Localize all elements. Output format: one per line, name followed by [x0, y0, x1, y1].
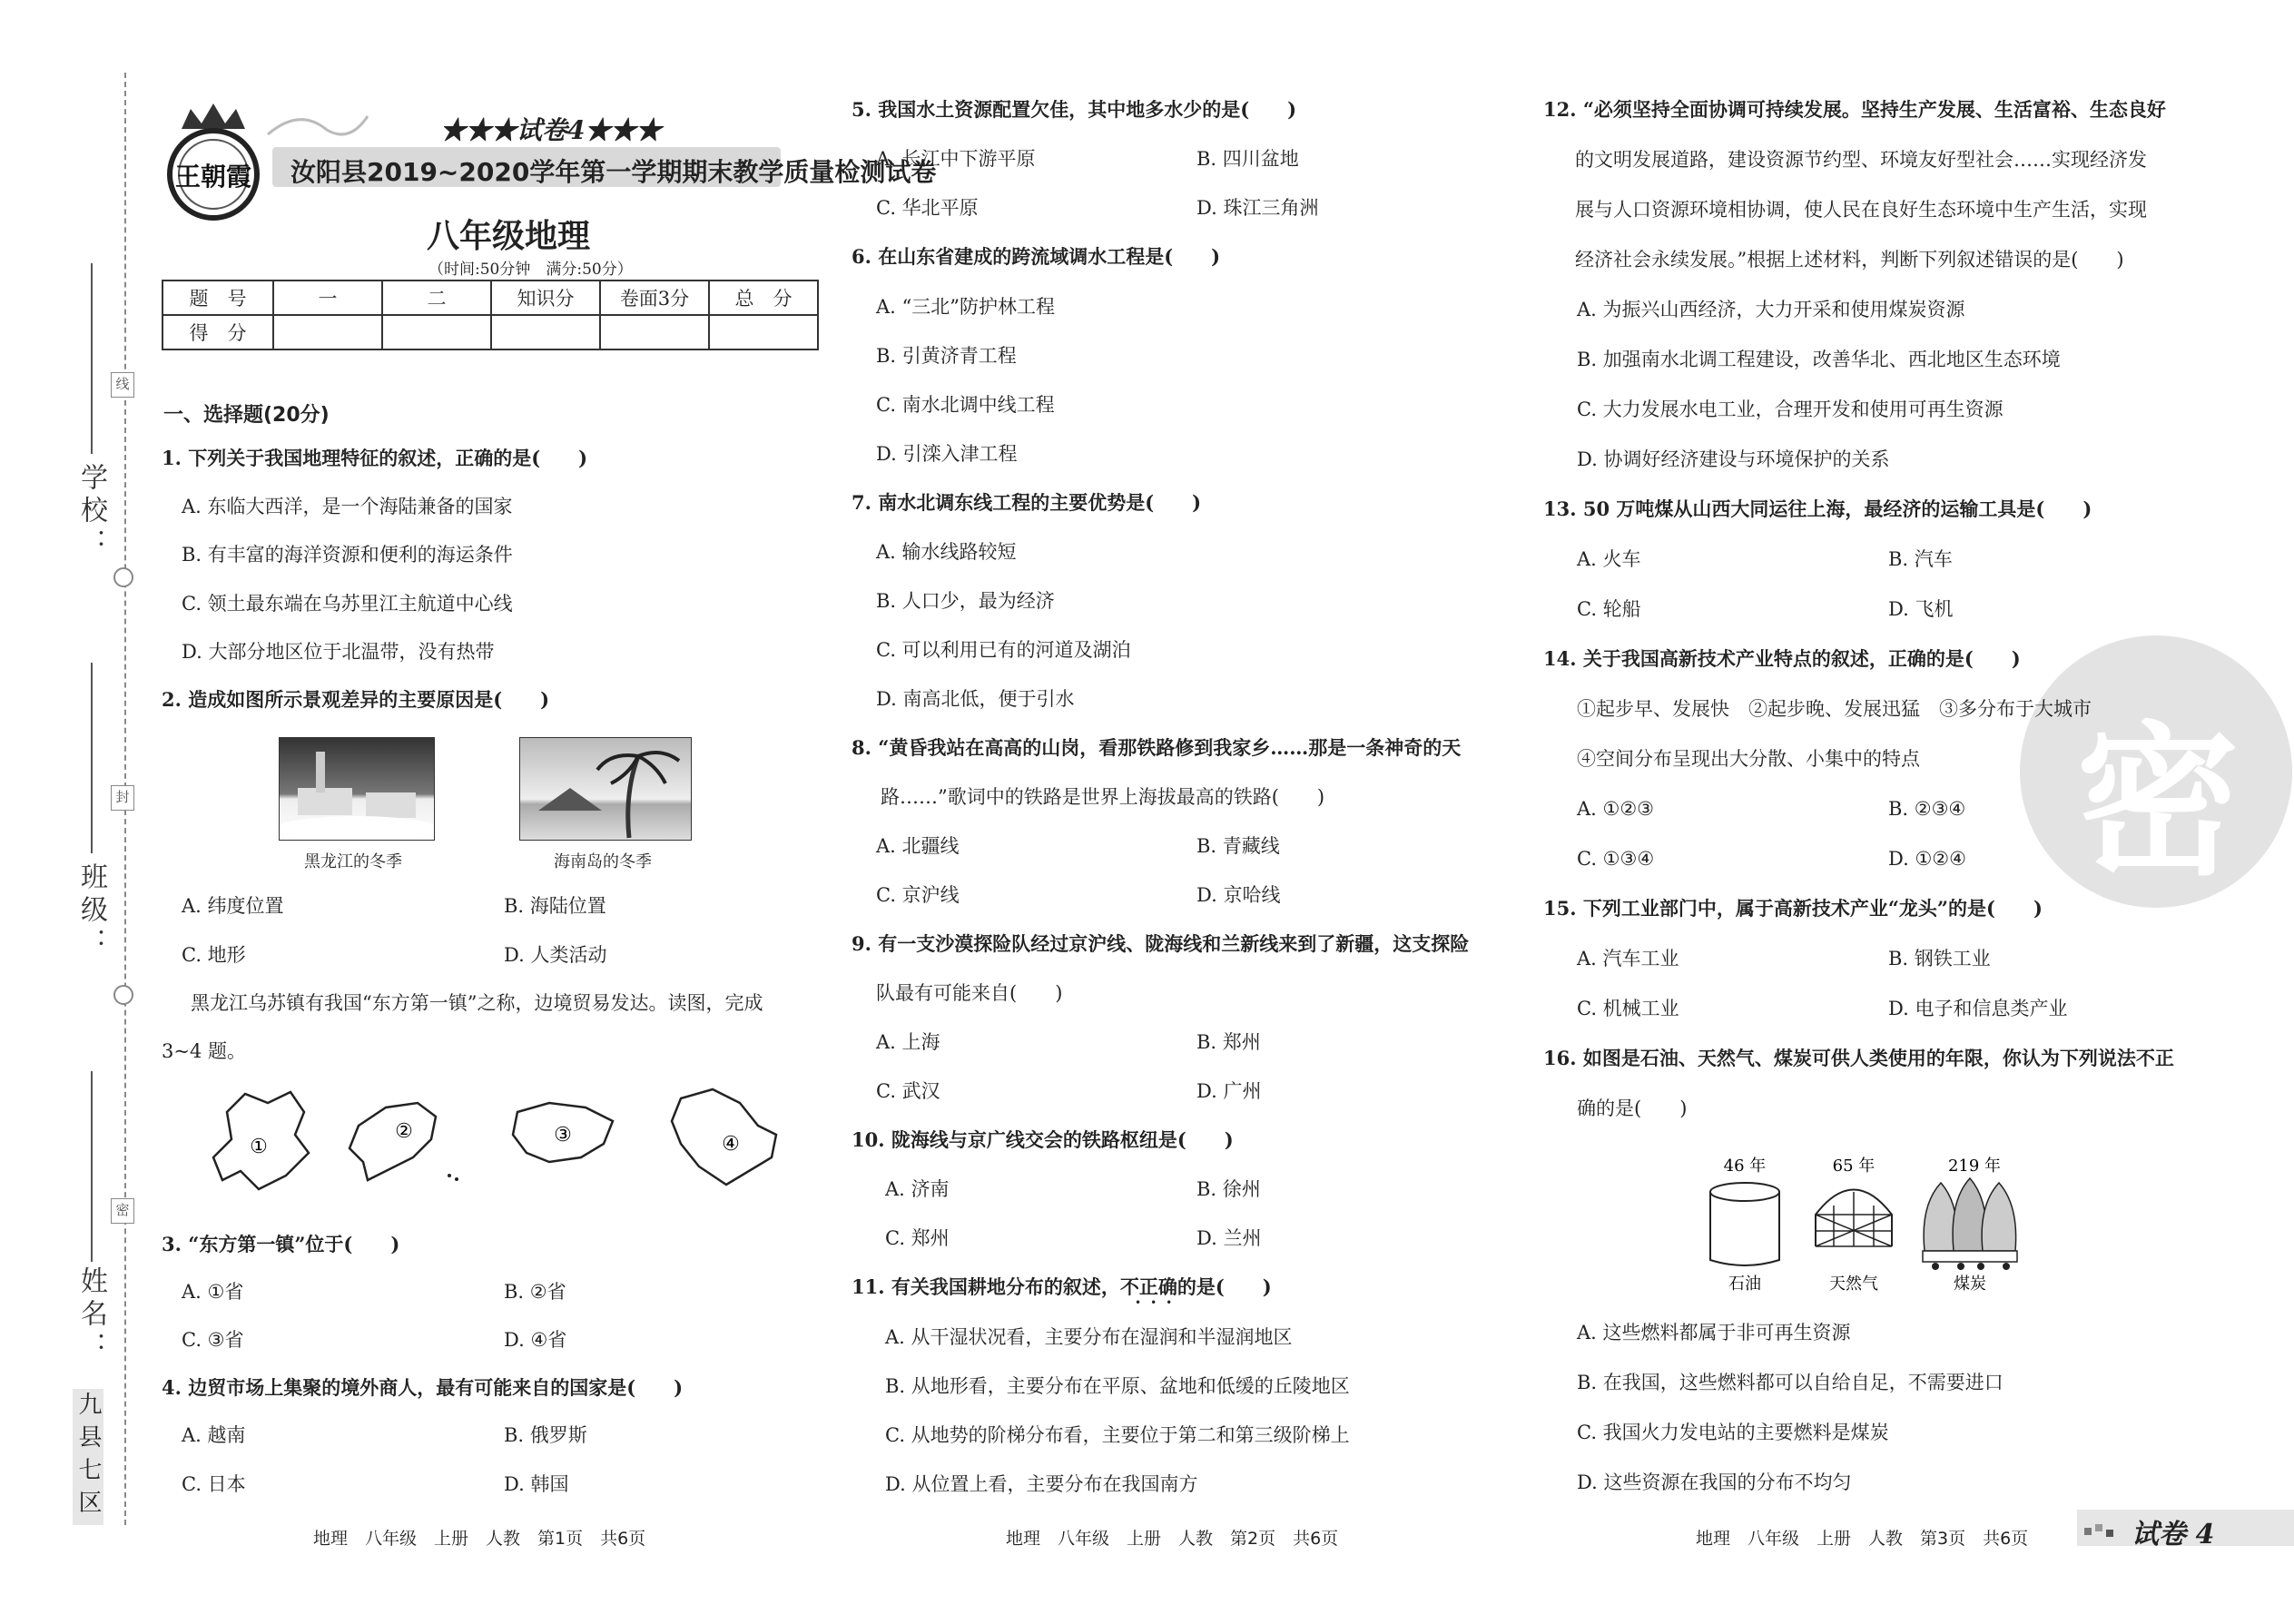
q4-option-a[interactable]: A. 越南	[182, 1424, 246, 1446]
emphasis-dots: •••	[1135, 1296, 1182, 1309]
q6-stem: 6. 在山东省建成的跨流域调水工程是( )	[852, 245, 1221, 268]
q12-line-2: 的文明发展道路，建设资源节约型、环境友好型社会……实现经济发	[1575, 149, 2147, 171]
years-gas: 65 年	[1832, 1156, 1876, 1176]
map-label-3: ③	[554, 1124, 572, 1147]
q16-option-c[interactable]: C. 我国火力发电站的主要燃料是煤炭	[1577, 1422, 1889, 1443]
q11-option-d[interactable]: D. 从位置上看，主要分布在我国南方	[885, 1473, 1198, 1495]
q2-option-c[interactable]: C. 地形	[182, 944, 246, 966]
seal-char-line: 线	[111, 372, 134, 398]
table-row	[162, 281, 818, 315]
q12-line-4: 经济社会永续发展。”根据上述材料，判断下列叙述错误的是( )	[1575, 249, 2124, 271]
q2-stem: 2. 造成如图所示景观差异的主要原因是( )	[162, 688, 550, 711]
q1-option-a[interactable]: A. 东临大西洋，是一个海陆兼备的国家	[182, 496, 513, 517]
q9-option-d[interactable]: D. 广州	[1196, 1080, 1262, 1102]
q5-stem: 5. 我国水土资源配置欠佳，其中地多水少的是( )	[852, 98, 1297, 121]
passage-line-1: 黑龙江乌苏镇有我国“东方第一镇”之称，边境贸易发达。读图，完成	[191, 992, 763, 1014]
q16-line-2: 确的是( )	[1577, 1097, 1688, 1119]
exam-info: （时间:50分钟 满分:50分）	[428, 261, 633, 279]
q13-option-d[interactable]: D. 飞机	[1888, 598, 1954, 620]
exam-series: ★★★试卷4★★★	[440, 115, 662, 145]
q2-option-a[interactable]: A. 纬度位置	[182, 895, 284, 917]
ribbon-ornament	[263, 107, 372, 143]
seal-char-secret: 密	[111, 1198, 134, 1224]
q3-option-c[interactable]: C. ③省	[182, 1329, 244, 1351]
q7-option-b[interactable]: B. 人口少，最为经济	[876, 590, 1055, 612]
page-footer-2: 地理 八年级 上册 人教 第2页 共6页	[1006, 1529, 1339, 1549]
heilongjiang-winter-photo	[279, 737, 435, 841]
class-underline	[91, 663, 93, 853]
q6-option-c[interactable]: C. 南水北调中线工程	[876, 394, 1055, 416]
q14-stem: 14. 关于我国高新技术产业特点的叙述，正确的是( )	[1543, 647, 2021, 670]
score-field[interactable]	[273, 315, 382, 349]
section-heading: 一、选择题(20分)	[163, 404, 330, 427]
seal-watermark	[2020, 635, 2292, 908]
page-footer-1: 地理 八年级 上册 人教 第1页 共6页	[313, 1529, 646, 1549]
q12-option-d[interactable]: D. 协调好经济建设与环境保护的关系	[1577, 448, 1890, 470]
corner-label: 试卷 4	[2132, 1519, 2215, 1550]
q12-line-1: 12. “必须坚持全面协调可持续发展。坚持生产发展、生活富裕、生态良好	[1543, 98, 2166, 121]
photo-caption-hainan: 海南岛的冬季	[554, 852, 652, 871]
name-label: 姓名：	[75, 1266, 107, 1364]
school-underline	[91, 263, 93, 454]
score-field[interactable]	[382, 315, 491, 349]
q1-stem: 1. 下列关于我国地理特征的叙述，正确的是( )	[162, 447, 588, 469]
q7-option-a[interactable]: A. 输水线路较短	[876, 541, 1017, 563]
q6-option-b[interactable]: B. 引黄济青工程	[876, 345, 1017, 367]
q2-option-b[interactable]: B. 海陆位置	[504, 895, 606, 917]
score-field[interactable]	[709, 315, 818, 349]
q6-option-d[interactable]: D. 引滦入津工程	[876, 443, 1018, 465]
q15-option-c[interactable]: C. 机械工业	[1577, 998, 1679, 1019]
q5-option-d[interactable]: D. 珠江三角洲	[1196, 197, 1319, 219]
q5-option-c[interactable]: C. 华北平原	[876, 197, 979, 219]
q8-option-d[interactable]: D. 京哈线	[1196, 884, 1281, 906]
q9-stem-line-1: 9. 有一支沙漠探险队经过京沪线、陇海线和兰新线来到了新疆，这支探险	[852, 932, 1470, 955]
name-underline	[91, 1071, 93, 1262]
exam-title: 汝阳县2019~2020学年第一学期期末教学质量检测试卷	[290, 157, 937, 187]
table-cell: 一	[273, 281, 382, 315]
q4-option-b[interactable]: B. 俄罗斯	[504, 1424, 587, 1446]
q9-option-c[interactable]: C. 武汉	[876, 1080, 940, 1102]
fuel-reserves-figure	[1698, 1151, 2043, 1296]
q13-stem: 13. 50 万吨煤从山西大同运往上海，最经济的运输工具是( )	[1543, 497, 2092, 520]
hainan-winter-photo	[519, 737, 692, 841]
score-field[interactable]	[600, 315, 709, 349]
passage-line-2: 3~4 题。	[162, 1040, 246, 1062]
q15-stem: 15. 下列工业部门中，属于高新技术产业“龙头”的是( )	[1543, 897, 2043, 920]
table-cell: 二	[382, 281, 491, 315]
logo-text: 王朝霞	[174, 162, 252, 192]
q3-option-d[interactable]: D. ④省	[504, 1329, 567, 1351]
q13-option-a[interactable]: A. 火车	[1577, 548, 1641, 570]
table-row	[162, 315, 818, 349]
q8-stem-line-2: 路……”歌词中的铁路是世界上海拔最高的铁路( )	[881, 786, 1325, 808]
subject-title: 八年级地理	[427, 218, 591, 255]
q13-option-b[interactable]: B. 汽车	[1888, 548, 1953, 570]
q9-option-a[interactable]: A. 上海	[876, 1031, 940, 1053]
q11-option-c[interactable]: C. 从地势的阶梯分布看，主要位于第二和第三级阶梯上	[885, 1424, 1350, 1446]
seal-char-seal: 封	[111, 785, 134, 811]
q2-option-d[interactable]: D. 人类活动	[504, 944, 607, 966]
q16-option-b[interactable]: B. 在我国，这些燃料都可以自给自足，不需要进口	[1577, 1372, 2004, 1393]
label-oil: 石油	[1728, 1275, 1761, 1294]
q3-option-a[interactable]: A. ①省	[182, 1281, 244, 1303]
q11-option-b[interactable]: B. 从地形看，主要分布在平原、盆地和低缓的丘陵地区	[885, 1375, 1350, 1397]
q5-option-a[interactable]: A. 长江中下游平原	[876, 148, 1036, 170]
table-cell: 卷面3分	[600, 281, 709, 315]
q16-line-1: 16. 如图是石油、天然气、煤炭可供人类使用的年限，你认为下列说法不正	[1543, 1047, 2174, 1069]
school-label: 学校：	[75, 463, 107, 561]
q1-option-c[interactable]: C. 领土最东端在乌苏里江主航道中心线	[182, 593, 513, 615]
page-footer-3: 地理 八年级 上册 人教 第3页 共6页	[1696, 1529, 2029, 1549]
q4-stem: 4. 边贸市场上集聚的境外商人，最有可能来自的国家是( )	[162, 1376, 684, 1399]
table-cell: 知识分	[491, 281, 600, 315]
q14-option-a[interactable]: A. ①②③	[1577, 798, 1654, 820]
q16-option-a[interactable]: A. 这些燃料都属于非可再生资源	[1577, 1322, 1851, 1343]
corner-tab	[2077, 1510, 2294, 1550]
region-label: 九县七区	[73, 1389, 103, 1525]
years-oil: 46 年	[1723, 1156, 1767, 1176]
binding-hole	[113, 567, 133, 587]
q8-option-a[interactable]: A. 北疆线	[876, 835, 960, 857]
q4-option-d[interactable]: D. 韩国	[504, 1473, 569, 1495]
publisher-logo	[163, 102, 263, 224]
q12-option-c[interactable]: C. 大力发展水电工业，合理开发和使用可再生资源	[1577, 399, 2004, 420]
q3-stem: 3. “东方第一镇”位于( )	[162, 1233, 400, 1255]
q14-statements-1: ①起步早、发展快 ②起步晚、发展迅猛 ③多分布于大城市	[1577, 698, 2092, 720]
score-table	[162, 280, 819, 350]
seal-watermark-char: 密	[2076, 708, 2240, 898]
q15-option-d[interactable]: D. 电子和信息类产业	[1888, 998, 2068, 1019]
q5-option-b[interactable]: B. 四川盆地	[1196, 148, 1299, 170]
province-maps	[204, 1085, 803, 1198]
q8-option-c[interactable]: C. 京沪线	[876, 884, 960, 906]
q15-option-b[interactable]: B. 钢铁工业	[1888, 948, 1991, 969]
table-cell: 题 号	[162, 281, 273, 315]
q8-stem-line-1: 8. “黄昏我站在高高的山岗，看那铁路修到我家乡……那是一条神奇的天	[852, 736, 1462, 759]
q7-stem: 7. 南水北调东线工程的主要优势是( )	[852, 491, 1202, 514]
label-gas: 天然气	[1829, 1275, 1878, 1294]
class-label: 班级：	[75, 862, 107, 960]
q11-option-a[interactable]: A. 从干湿状况看，主要分布在湿润和半湿润地区	[885, 1326, 1293, 1348]
q4-option-c[interactable]: C. 日本	[182, 1473, 246, 1495]
q7-option-d[interactable]: D. 南高北低，便于引水	[876, 688, 1075, 710]
map-label-2: ②	[395, 1120, 413, 1143]
q1-option-b[interactable]: B. 有丰富的海洋资源和便利的海运条件	[182, 544, 513, 566]
q1-option-d[interactable]: D. 大部分地区位于北温带，没有热带	[182, 641, 495, 663]
table-cell: 总 分	[709, 281, 818, 315]
map-label-1: ①	[250, 1136, 268, 1158]
q12-line-3: 展与人口资源环境相协调，使人民在良好生态环境中生产生活，实现	[1575, 199, 2147, 221]
q10-stem: 10. 陇海线与京广线交会的铁路枢纽是( )	[852, 1128, 1234, 1151]
q6-option-a[interactable]: A. “三北”防护林工程	[876, 296, 1055, 318]
q11-stem: 11. 有关我国耕地分布的叙述，不正确的是( )	[852, 1275, 1272, 1298]
q10-option-c[interactable]: C. 郑州	[885, 1227, 950, 1249]
q12-option-b[interactable]: B. 加强南水北调工程建设，改善华北、西北地区生态环境	[1577, 349, 2061, 370]
q9-option-b[interactable]: B. 郑州	[1196, 1031, 1261, 1053]
q12-option-a[interactable]: A. 为振兴山西经济，大力开采和使用煤炭资源	[1577, 299, 1965, 320]
q15-option-a[interactable]: A. 汽车工业	[1577, 948, 1679, 969]
q14-option-b[interactable]: B. ②③④	[1888, 798, 1966, 820]
q14-option-c[interactable]: C. ①③④	[1577, 848, 1655, 870]
exam-title-banner	[272, 147, 937, 187]
q3-option-b[interactable]: B. ②省	[504, 1281, 566, 1303]
map-label-4: ④	[722, 1133, 740, 1156]
q14-statements-2: ④空间分布呈现出大分散、小集中的特点	[1577, 748, 1920, 770]
q16-option-d[interactable]: D. 这些资源在我国的分布不均匀	[1577, 1471, 1852, 1493]
score-field[interactable]	[491, 315, 600, 349]
q9-stem-line-2: 队最有可能来自( )	[876, 982, 1063, 1004]
q10-option-b[interactable]: B. 徐州	[1196, 1178, 1261, 1200]
table-cell: 得 分	[162, 315, 273, 349]
q10-option-a[interactable]: A. 济南	[885, 1178, 950, 1200]
label-coal: 煤炭	[1954, 1275, 1986, 1294]
years-coal: 219 年	[1947, 1156, 2002, 1176]
photo-caption-heilongjiang: 黑龙江的冬季	[304, 852, 402, 871]
q8-option-b[interactable]: B. 青藏线	[1196, 835, 1280, 857]
q13-option-c[interactable]: C. 轮船	[1577, 598, 1641, 620]
q7-option-c[interactable]: C. 可以利用已有的河道及湖泊	[876, 639, 1131, 661]
binding-hole	[113, 985, 133, 1005]
q14-option-d[interactable]: D. ①②④	[1888, 848, 1966, 870]
q10-option-d[interactable]: D. 兰州	[1196, 1227, 1262, 1249]
